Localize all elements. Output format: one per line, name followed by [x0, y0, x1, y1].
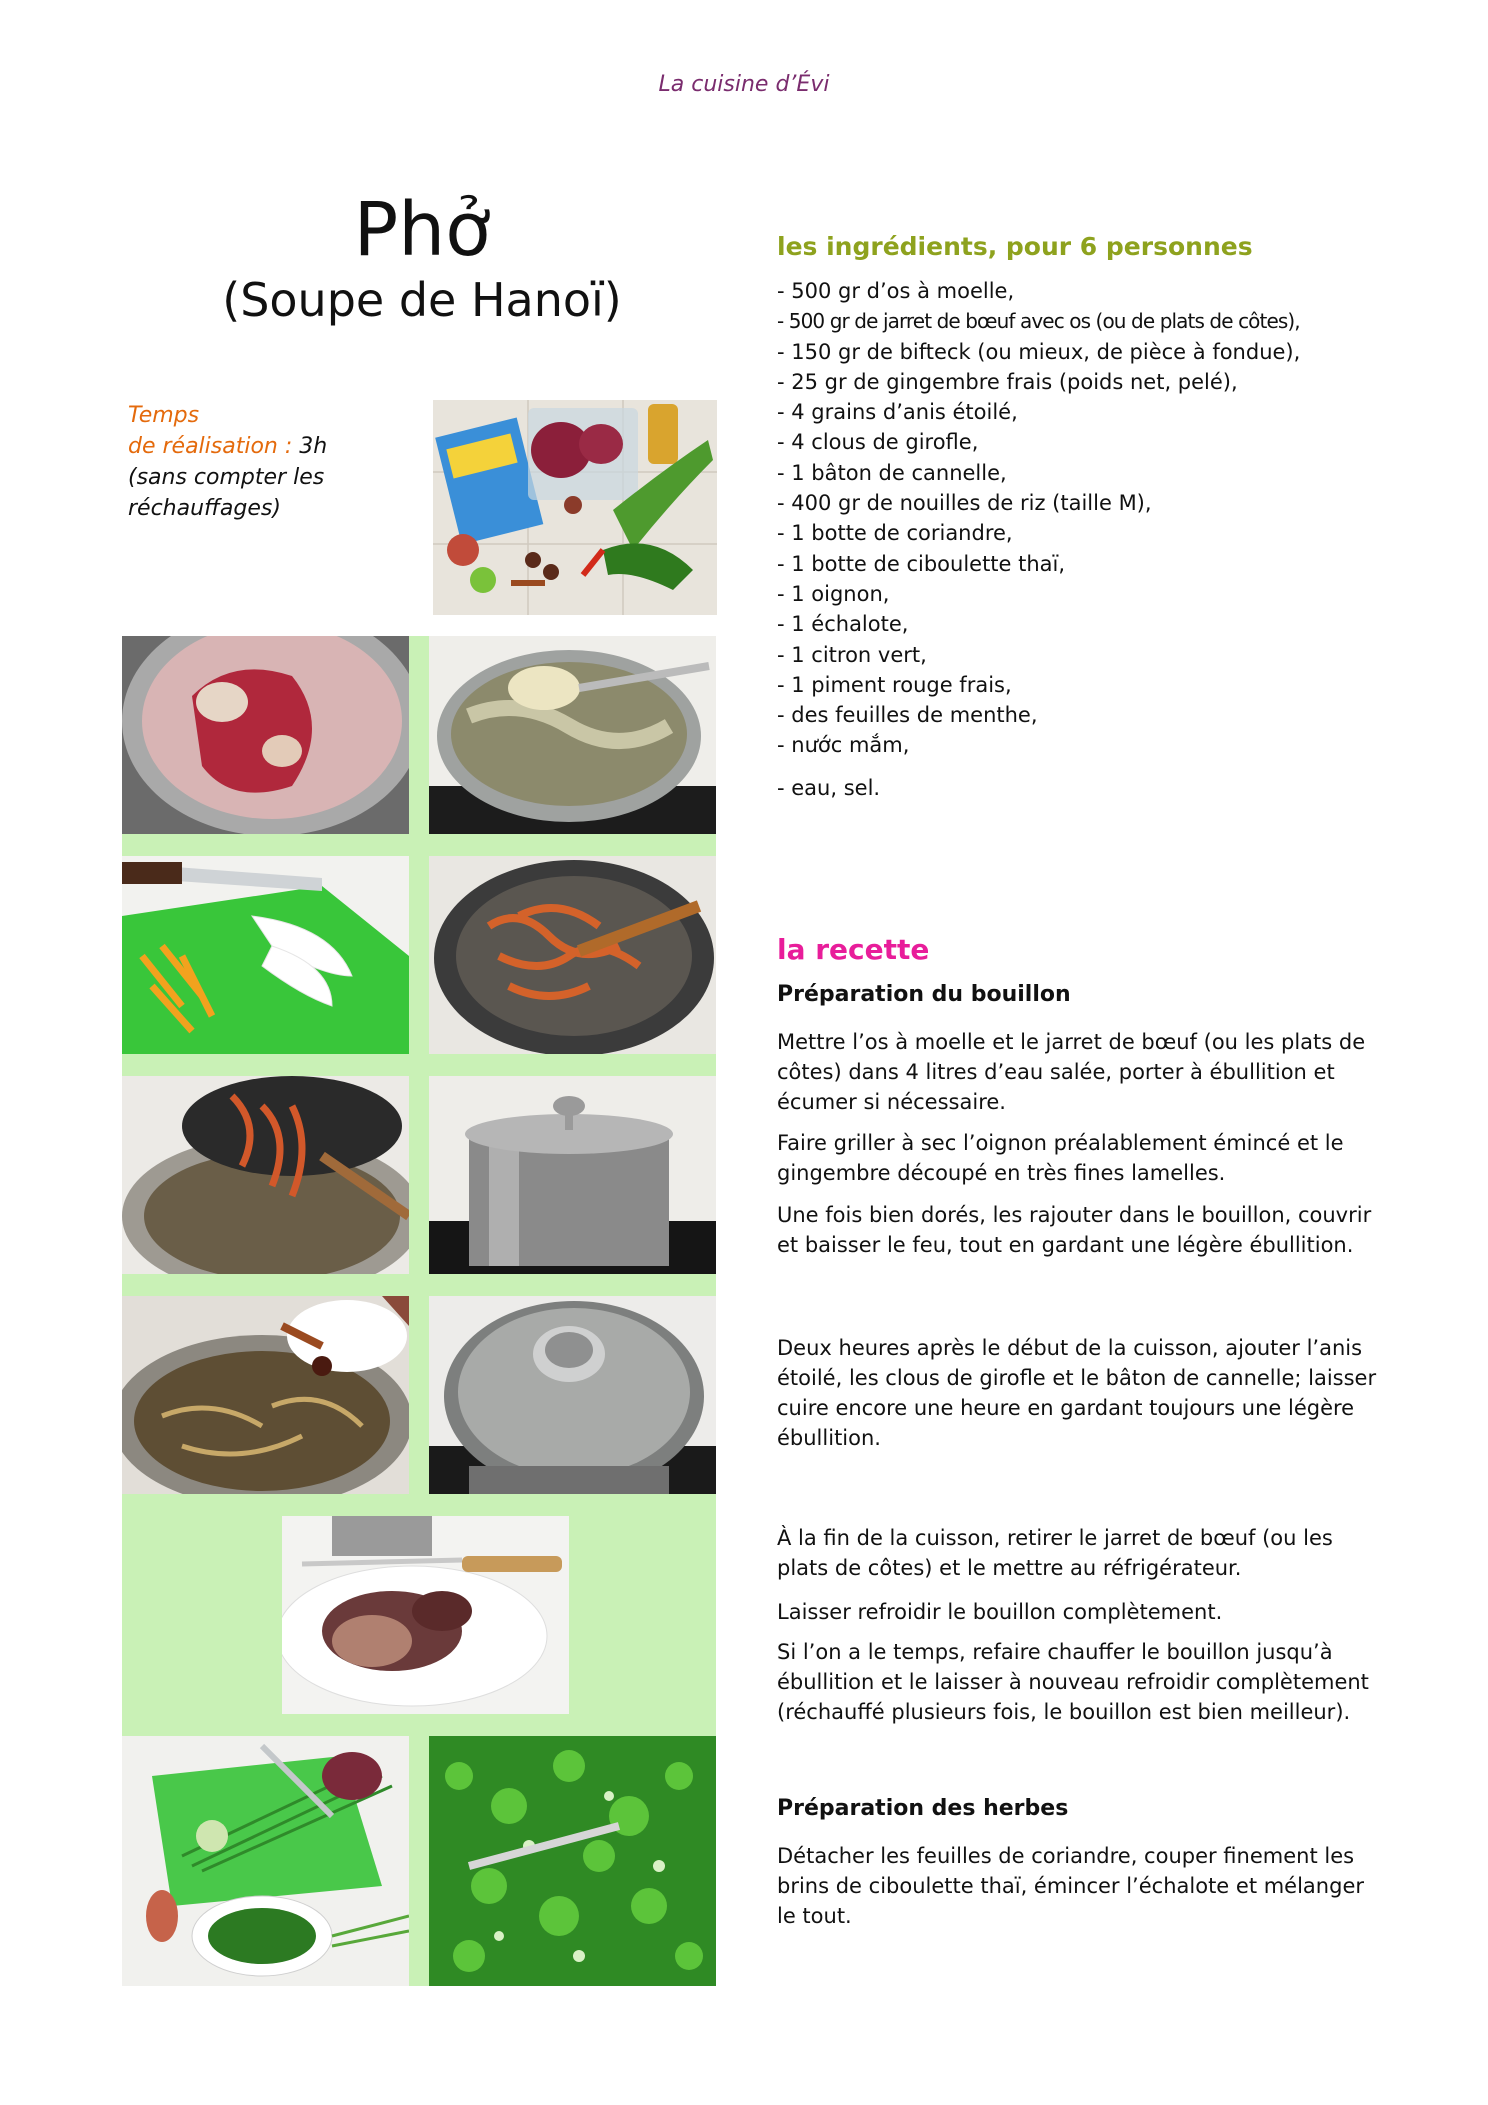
photo-slicing-onion-ginger [122, 856, 409, 1054]
ingredient-item: - 1 botte de ciboulette thaï, [777, 551, 1066, 576]
ingredients-list [777, 276, 1417, 761]
ingredient-item: - 4 grains d’anis étoilé, [777, 400, 1018, 425]
ingredient-item: - 1 bâton de cannelle, [777, 460, 1007, 485]
photo-beef-in-pot [122, 636, 409, 834]
prep-label-2: de réalisation : [128, 434, 293, 459]
section-title-herbs: Préparation des herbes [777, 1796, 1069, 1821]
photo-simmering-pot-lid [429, 1296, 716, 1494]
dish-subtitle: (Soupe de Hanoï) [222, 273, 622, 327]
prep-value: 3h [292, 434, 328, 459]
prep-note: (sans compter les réchauffages) [128, 465, 325, 521]
recipe-heading: la recette [777, 933, 930, 966]
photo-adding-spices [122, 1296, 409, 1494]
site-title: La cuisine d’Évi [658, 72, 830, 97]
recipe-paragraph: Une fois bien dorés, les rajouter dans le bouillon, couvrir et baisser le feu, tout en gardant une légère ébullition. [777, 1203, 1372, 1257]
section-title-broth: Préparation du bouillon [777, 982, 1071, 1007]
ingredient-item: - 4 clous de girofle, [777, 430, 979, 455]
recipe-paragraph: À la fin de la cuisson, retirer le jarret de bœuf (ou les plats de côtes) et le mettre au réfrigérateur. [777, 1526, 1333, 1580]
ingredient-item: - 1 citron vert, [777, 642, 927, 667]
photo-adding-onion-to-broth [122, 1076, 409, 1274]
ingredient-item: - 1 piment rouge frais, [777, 672, 1012, 697]
photo-covered-pot [429, 1076, 716, 1274]
ingredient-item: - 150 gr de bifteck (ou mieux, de pièce à fondue), [777, 339, 1301, 364]
recipe-paragraph: Détacher les feuilles de coriandre, couper finement les brins de ciboulette thaï, émincer l’échalote et mélanger le tout. [777, 1844, 1364, 1928]
ingredient-item: - nước mắm, [777, 733, 910, 758]
ingredient-item: - 1 botte de coriandre, [777, 521, 1013, 546]
photo-skimming-broth [429, 636, 716, 834]
ingredients-heading: les ingrédients, pour 6 personnes [777, 232, 1253, 261]
ingredient-item-last: - eau, sel. [777, 776, 881, 800]
ingredient-item: - 1 échalote, [777, 612, 909, 637]
prep-label-1: Temps [128, 403, 200, 428]
photo-mixed-herbs [429, 1736, 716, 1986]
ingredient-item: - 25 gr de gingembre frais (poids net, pelé), [777, 369, 1238, 394]
photo-grilling-onion [429, 856, 716, 1054]
recipe-paragraph: Si l’on a le temps, refaire chauffer le bouillon jusqu’à ébullition et le laisser à nouveau refroidir complètement (réchauffé plusieurs fois, le bouillon est bien meilleur). [777, 1640, 1369, 1724]
recipe-paragraph: Deux heures après le début de la cuisson, ajouter l’anis étoilé, les clous de girofle et le bâton de cannelle; laisser cuire encore une heure en gardant toujours une légère ébullition. [777, 1336, 1377, 1450]
dish-title: Phở [353, 187, 491, 273]
recipe-paragraph: Laisser refroidir le bouillon complètement. [777, 1600, 1223, 1624]
photo-chopping-herbs [122, 1736, 409, 1986]
photo-cooked-beef [282, 1516, 569, 1714]
ingredient-item: - des feuilles de menthe, [777, 703, 1038, 728]
ingredient-item: - 500 gr d’os à moelle, [777, 279, 1015, 303]
prep-time [128, 400, 408, 524]
ingredient-item: - 400 gr de nouilles de riz (taille M), [777, 491, 1152, 516]
ingredients-photo [433, 400, 717, 615]
recipe-paragraph: Faire griller à sec l’oignon préalablement émincé et le gingembre découpé en très fines lamelles. [777, 1131, 1344, 1185]
ingredient-item: - 1 oignon, [777, 581, 890, 606]
recipe-paragraph: Mettre l’os à moelle et le jarret de bœuf (ou les plats de côtes) dans 4 litres d’eau salée, porter à ébullition et écumer si nécessaire. [777, 1030, 1366, 1114]
ingredient-item: - 500 gr de jarret de bœuf avec os (ou de plats de côtes), [777, 309, 1300, 334]
